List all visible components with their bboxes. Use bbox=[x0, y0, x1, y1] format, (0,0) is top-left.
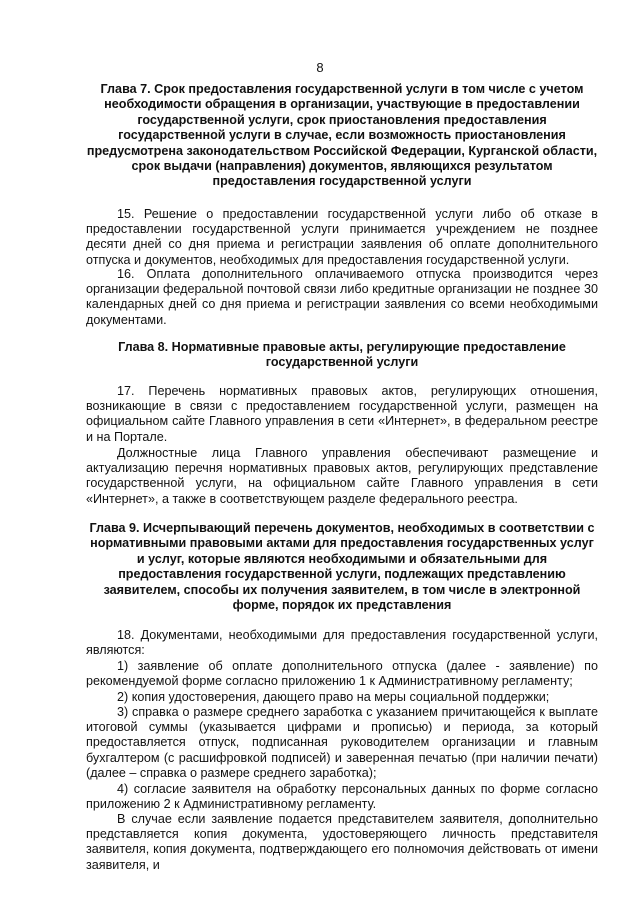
list-item-1: 1) заявление об оплате дополнительного отпуска (далее - заявление) по рекомендуемой форме согласно приложению 1 к Административному регламенту; bbox=[86, 659, 598, 689]
list-item-2: 2) копия удостоверения, дающего право на меры социальной поддержки; bbox=[117, 690, 550, 704]
paragraph-15: 15. Решение о предоставлении государственной услуги либо об отказе в предоставлении государственной услуги принимается учреждением не позднее десяти дней со дня приема и регистрации заявления об оплате дополнительного отпуска и документов, необходимых для предоставления государственной услуги. bbox=[86, 207, 598, 267]
chapter-9-heading: Глава 9. Исчерпывающий перечень документов, необходимых в соответствии с нормативными правовыми актами для предоставления государственных услуг и услуг, которые являются необходимыми и обязательными для предоставления государственной услуги, подлежащих представлению заявителем, способы их получения заявителем, в том числе в электронной форме, порядок их представления bbox=[89, 521, 595, 613]
list-item-4: 4) согласие заявителя на обработку персональных данных по форме согласно приложению 2 к Административному регламенту. bbox=[86, 782, 598, 812]
chapter-8-heading: Глава 8. Нормативные правовые акты, регулирующие предоставление государственной услуги bbox=[118, 340, 566, 370]
paragraph-16: 16. Оплата дополнительного оплачиваемого отпуска производится через организации федеральной почтовой связи либо кредитные организации не позднее 30 календарных дней со дня приема и регистрации заявления со всеми необходимыми документами. bbox=[86, 267, 598, 327]
paragraph-representative: В случае если заявление подается представителем заявителя, дополнительно представляется копия документа, удостоверяющего личность представителя заявителя, копия документа, подтверждающего его полномочия действовать от имени заявителя, и bbox=[86, 812, 598, 872]
list-item-3: 3) справка о размере среднего заработка с указанием причитающейся к выплате итоговой суммы (указывается цифрами и прописью) и периода, за который предоставляется отпуск, подписанная руководителем организации и главным бухгалтером (с расшифровкой подписей) и заверенная печатью (при наличии печати) (далее – справка о размере среднего заработка); bbox=[86, 705, 598, 780]
paragraph-17: 17. Перечень нормативных правовых актов, регулирующих отношения, возникающие в связи с предоставлением государственной услуги, размещен на официальном сайте Главного управления в сети «Интернет», в федеральном реестре и на Портале. bbox=[86, 384, 598, 444]
paragraph-17-continuation: Должностные лица Главного управления обеспечивают размещение и актуализацию перечня нормативных правовых актов, регулирующих представление государственной услуги, на официальном сайте Главного управления в сети «Интернет», а также в соответствующем разделе федерального реестра. bbox=[86, 446, 598, 506]
paragraph-18: 18. Документами, необходимыми для предоставления государственной услуги, являются: bbox=[86, 628, 598, 658]
page-number: 8 bbox=[316, 60, 324, 75]
chapter-7-heading: Глава 7. Срок предоставления государственной услуги в том числе с учетом необходимости обращения в организации, участвующие в предоставлении государственной услуги, срок приостановления предоставления государственной услуги в случае, если возможность приостановления предусмотрена законодательством Российской Федерации, Курганской области, срок выдачи (направления) документов, являющихся результатом предоставления государственной услуги bbox=[86, 82, 598, 189]
